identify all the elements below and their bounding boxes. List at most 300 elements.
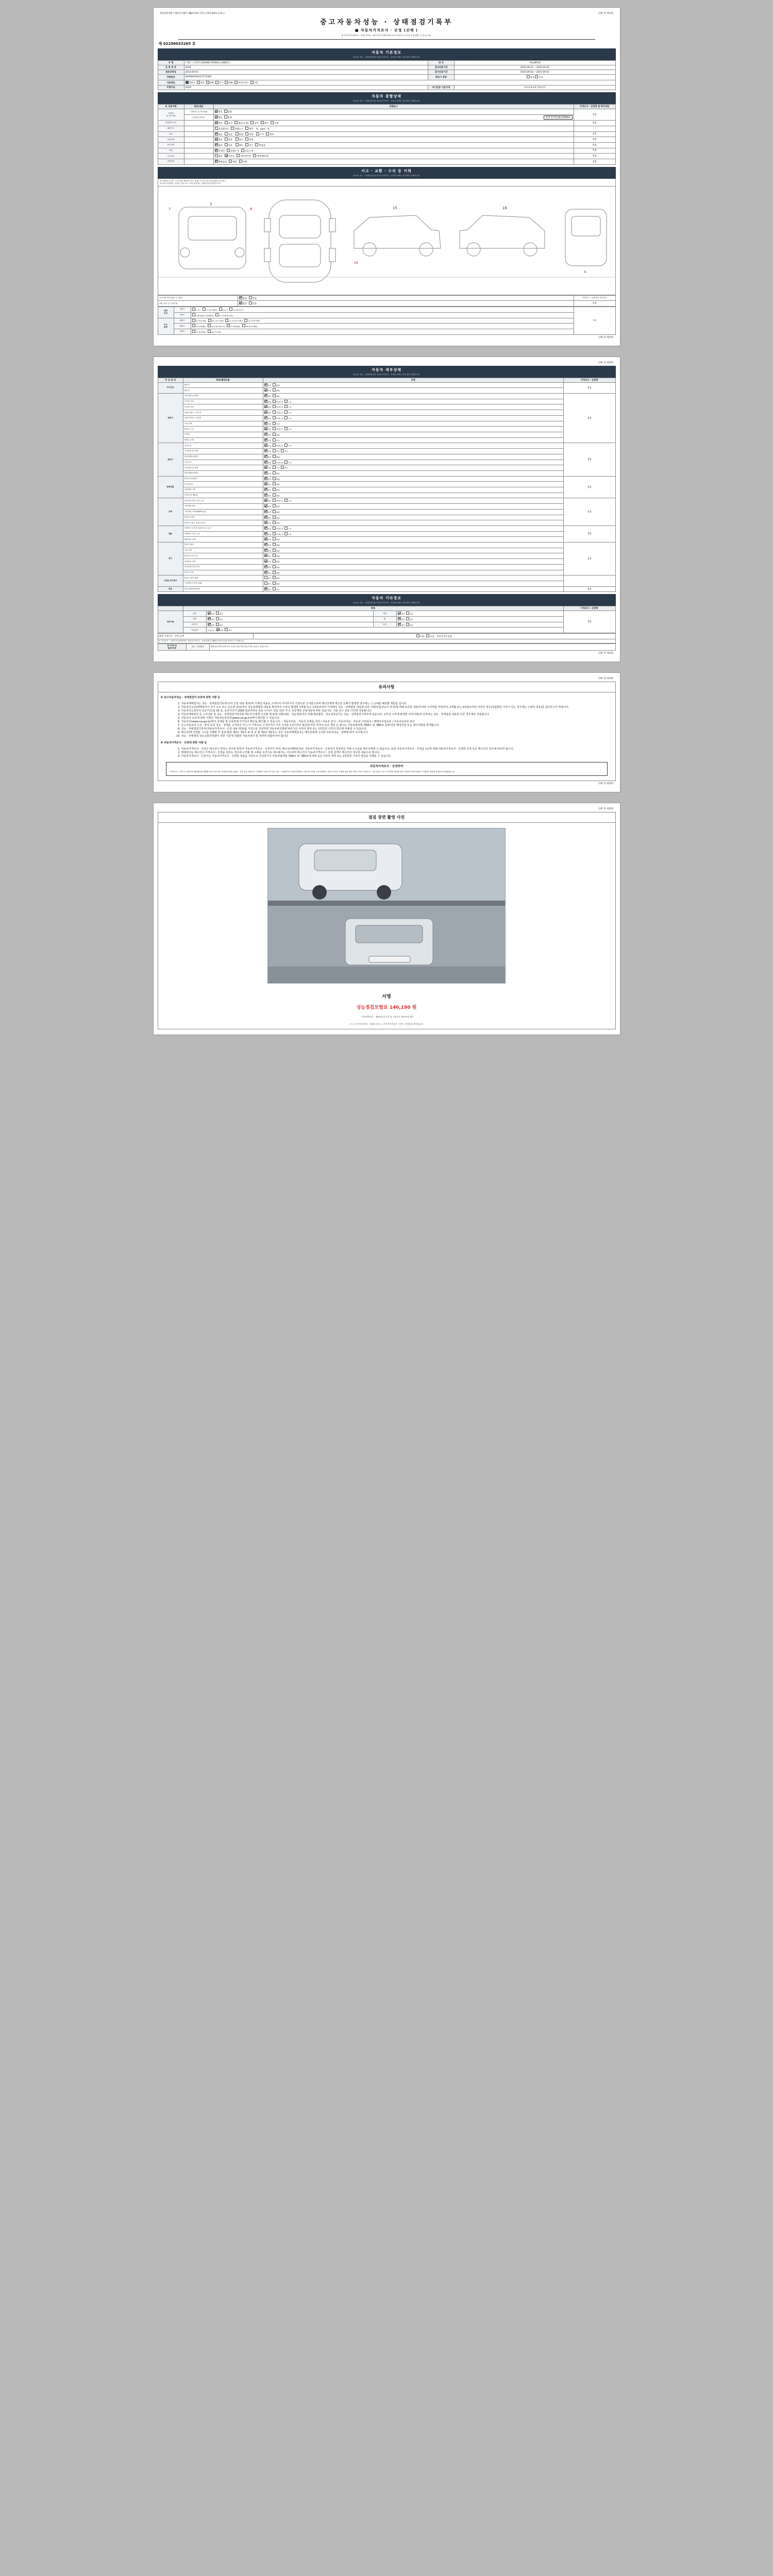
checkbox-panel-6[interactable] [215,313,219,316]
detail-state-4-4[interactable]: 양호 불량 [263,520,563,526]
checkbox-color-1[interactable] [227,149,230,152]
checkbox-3-3-good[interactable] [264,494,267,497]
overall-item-7 [184,148,213,154]
checkbox-3-1-bad[interactable] [273,482,276,485]
checkbox-2-4-over[interactable] [281,466,284,469]
checkbox-fuel-4[interactable] [225,81,228,84]
detail-item-1-0: 작동상태 (공회전) [183,394,263,399]
docno-label: 제 [158,42,162,46]
etc-state-1[interactable]: 없음 있음 [206,617,373,622]
checkbox-1-0-bad[interactable] [273,394,276,397]
checkbox-6-3-bad[interactable] [273,560,276,563]
detail-state-0-0[interactable]: 양호 불량 [263,382,563,388]
checkbox-price-below[interactable] [416,634,419,637]
checkbox-opt-1[interactable] [225,154,228,157]
table-row [158,493,615,498]
detail-state-1-2[interactable]: 없음 미세누유 누유 [263,404,563,410]
detail-item-2-1: 오일유량 및 상태 [183,449,263,454]
sheet-4 [153,803,620,1035]
checkbox-opt-3[interactable] [253,154,256,157]
detail-state-3-2[interactable]: 양호 불량 [263,487,563,493]
table-row [158,115,615,121]
checkbox-frame-9[interactable] [192,319,195,322]
detail-state-6-3[interactable]: 양호 불량 [263,559,563,565]
checkbox-frame-16[interactable] [242,324,245,327]
checkbox-2-0-none[interactable] [264,444,267,447]
table-row [158,443,615,449]
table-row [158,460,615,465]
overall-state-8[interactable]: 없음 선루프 내비게이션 에어백(0개) [213,154,574,159]
etc-base-item: 보유공구 [207,630,215,632]
checkbox-fuel-0[interactable] [186,81,189,84]
fuel-options[interactable] [184,80,615,86]
etc-col-2: 가격조사 · 산정액 [563,606,615,611]
overall-group-tuning: 튜닝 [158,131,184,137]
checkbox-6-5-bad[interactable] [273,571,276,574]
detail-state-2-0[interactable]: 없음 미세누유 누유 [263,443,563,449]
page-indicator-1: (3쪽 중 제1쪽) [598,12,614,15]
checkbox-manual[interactable] [535,75,538,78]
checkbox-2-0-leak[interactable] [284,444,288,447]
detail-state-6-1[interactable]: 양호 불량 [263,548,563,553]
checkbox-color-2[interactable] [241,149,244,152]
detail-state-6-2[interactable]: 양호 불량 [263,553,563,559]
checkbox-3-1-good[interactable] [264,482,267,485]
checkbox-etc-1b-none[interactable] [398,617,401,620]
checkbox-lease[interactable] [245,143,248,146]
detail-state-7-0[interactable]: 양호 불량 [263,575,563,581]
checkbox-0-0-good[interactable] [264,383,267,386]
detail-state-1-8[interactable]: 적정 부족 [263,437,563,443]
basic-label-2: 최초등록일 [158,70,184,75]
checkbox-tuning-illegal[interactable] [236,132,239,135]
detail-state-4-0[interactable]: 없음 미세누유 누유 [263,498,563,504]
checkbox-frame-12[interactable] [244,319,247,322]
detail-state-0-1[interactable]: 양호 불량 [263,388,563,394]
detail-state-2-4[interactable]: 적정 부족 과다 [263,465,563,471]
table-row [158,575,615,581]
checkbox-4-0-none[interactable] [264,499,267,502]
checkbox-6-2-good[interactable] [264,554,267,557]
checkbox-1-2-leak[interactable] [284,405,288,408]
checkbox-2-0-micro[interactable] [273,444,276,447]
checkbox-7-1-bad[interactable] [273,582,276,585]
table-row [158,470,615,476]
checkbox-frame-15[interactable] [227,324,230,327]
checkbox-tuning-none[interactable] [215,132,218,135]
checkbox-bad-1[interactable] [224,115,227,118]
detail-state-1-3[interactable]: 없음 미세누유 누유 [263,410,563,416]
checkbox-1-0-good[interactable] [264,394,267,397]
checkbox-opt-0[interactable] [215,154,218,157]
checkbox-panel-4[interactable] [229,308,232,311]
etc-note: 적정 [563,611,615,633]
checkbox-4-3-good[interactable] [264,516,267,519]
checkbox-frame-14[interactable] [208,324,211,327]
detail-state-5-1[interactable]: 없음 미세누유 누유 [263,531,563,537]
checkbox-1-1-none[interactable] [264,400,267,403]
detail-state-3-0[interactable]: 양호 불량 [263,476,563,482]
checkbox-3-0-good[interactable] [264,477,267,480]
detail-state-4-3[interactable]: 양호 불량 [263,515,563,520]
detail-item-1-8: 냉각수 수량 [183,437,263,443]
detail-state-2-5[interactable]: 양호 불량 [263,470,563,476]
checkbox-panel-1[interactable] [192,308,195,311]
checkbox-7-0-bad[interactable] [273,576,276,579]
checkbox-etc-2b-yes[interactable] [406,623,409,626]
overall-item-2 [184,121,213,126]
checkbox-1-1-leak[interactable] [284,400,288,403]
checkbox-use-yes[interactable] [225,143,228,146]
frame-item-0: 9.프론트패널 [195,320,207,323]
etc-state2-1[interactable]: 없음 있음 [396,617,563,622]
detail-item-4-4: 타이로드엔드 및 볼 조인트 [183,520,263,526]
checkbox-7-1-good[interactable] [264,582,267,585]
rank-items-1[interactable] [191,307,574,313]
checkbox-auto[interactable] [527,75,530,78]
checkbox-hc[interactable] [231,127,234,130]
checkbox-vin-1[interactable] [225,121,228,124]
checkbox-2-2-bad[interactable] [273,455,276,458]
checkbox-tuning-yes[interactable] [225,132,228,135]
table-row [158,421,615,427]
detail-state-1-7[interactable]: 양호 불량 [263,432,563,437]
etc-state-3[interactable]: 보유공구 없음 있음 [206,628,563,633]
checkbox-good-1[interactable] [215,115,218,118]
sheet-2 [153,357,620,662]
checkbox-vin-0[interactable] [215,121,218,124]
checkbox-6-1-good[interactable] [264,549,267,552]
detail-state-6-0[interactable]: 양호 불량 [263,543,563,548]
table-row [158,509,615,515]
detail-state-1-6[interactable]: 없음 미세누수 누수 [263,427,563,432]
checkbox-1-6-micro[interactable] [273,427,276,430]
etc-state-0[interactable]: 없음 있음 [206,611,373,617]
table-row [158,131,615,137]
checkbox-5-0-micro[interactable] [273,527,276,530]
checkbox-4-1-bad[interactable] [273,504,276,507]
sheet-3 [153,672,620,793]
checkbox-1-8-low[interactable] [273,438,276,442]
checkbox-fire[interactable] [245,138,248,141]
checkbox-smoke[interactable] [245,127,248,130]
detail-item-5-0: 브레이크 마스터 실린더오일 누유 [183,526,263,531]
checkbox-2-2-good[interactable] [264,455,267,458]
detail-item-3-1: 등속조인트 [183,482,263,487]
page-indicator-2: (3쪽 중 제2쪽) [598,361,614,364]
checkbox-frame-18[interactable] [208,330,211,333]
checkbox-special-none[interactable] [215,138,218,141]
checkbox-tuning-legal[interactable] [245,132,248,135]
checkbox-business[interactable] [255,143,258,146]
checkbox-8-0-yes[interactable] [273,587,276,590]
checkbox-4-4-bad[interactable] [273,521,276,524]
checkbox-3-0-bad[interactable] [273,477,276,480]
overall-note-0: 적정 [574,109,615,121]
detail-item-4-0: 동력조향 작동 오일 누유 [183,498,263,504]
checkbox-fuel-3[interactable] [215,81,219,84]
checkbox-panel-2[interactable] [203,308,206,311]
mileage-readout: 현재 계기판 84,0199km [544,115,573,120]
checkbox-panel-3[interactable] [219,308,222,311]
fuel-label-0: 휘발유 [189,82,195,85]
document-subtitle: ■ 자동차가격조사 · 산정 (선택 ) [355,28,418,32]
checkbox-1-5-low[interactable] [273,422,276,425]
basic-value-0: 그랜드 스타렉스(GRAND STAREX) (4WD일 ) [184,61,428,65]
checkbox-4-1-good[interactable] [264,504,267,507]
list-item: 1. 자동차가격조사 · 산정은 매수인이 원하는 경우에 한하여 자동차가격조사 · 산정자가 하며, 매도인(매매업자)은 자동차가격조사 · 산정자가 정상적인 거래 수수료를 매수인에게 수 없습니다. 또한 자동차가격조사 · 산정을 1년에 대해 자동차가격조사 · 산정한 금액 등은 매수인의 청구에 따라야 합니다. [181,747,613,751]
checkbox-5-1-micro[interactable] [273,532,276,535]
checkbox-3-2-good[interactable] [264,488,267,491]
checkbox-good-0[interactable] [215,110,218,113]
checkbox-2-1-low[interactable] [273,449,276,452]
detail-state-3-3[interactable]: 양호 불량 [263,493,563,498]
checkbox-1-5-ok[interactable] [264,422,267,425]
table-row [158,61,615,65]
section-accident-sub: (자동차 성능 · 상태점검자와 자동차가격조사 · 산정을 함께는 경우에만 기재합니다) [158,175,616,179]
section-overall-sub: (자동차 성능 · 상태점검자와 자동차가격조사 · 산정을 함께는 경우에만 기재합니다) [158,100,616,104]
checkbox-6-0-good[interactable] [264,543,267,546]
checkbox-etc-0-yes[interactable] [216,612,219,615]
checkbox-1-4-micro[interactable] [273,416,276,419]
detail-state-3-1[interactable]: 양호 불량 [263,482,563,487]
table-row [158,109,615,115]
checkbox-frame-17[interactable] [192,330,195,333]
section-detail-title: 자동차 세부상태 [158,366,616,374]
detail-state-6-4[interactable]: 양호 불량 [263,564,563,570]
overall-state-3[interactable]: 일산화탄소 탄화수소 매연 % , ppm , % [213,126,574,131]
checkbox-5-2-good[interactable] [264,537,267,540]
checkbox-1-4-leak[interactable] [284,416,288,419]
checkbox-frame-11[interactable] [225,319,228,322]
checkbox-etc-2-yes[interactable] [216,623,219,626]
checkbox-1-7-bad[interactable] [273,433,276,436]
checkbox-accident-yes[interactable] [249,296,252,299]
detail-note-0: 적정 [563,382,615,393]
checkbox-4-4-good[interactable] [264,521,267,524]
overall-state-2[interactable]: 양호 부식 훼손(오염) 상이 변조 도말 [213,121,574,126]
checkbox-5-1-leak[interactable] [284,532,288,535]
frame-item-9: 18.루프레일 [211,331,222,333]
checkbox-fuel-2[interactable] [206,81,209,84]
detail-state-4-2[interactable]: 양호 불량 [263,509,563,515]
panel-item-2-0: 5.쿼터패널 (리어휀더) [195,314,214,317]
checkbox-etc-2b-none[interactable] [398,623,401,626]
checkbox-etc-0b-none[interactable] [398,612,401,615]
checkbox-rent[interactable] [236,143,239,146]
checkbox-recall-1[interactable] [229,160,232,163]
detail-state-1-4[interactable]: 없음 미세누유 누유 [263,415,563,421]
checkbox-2-1-over[interactable] [281,449,284,452]
checkbox-6-3-good[interactable] [264,560,267,563]
checkbox-use-none[interactable] [215,143,218,146]
overall-state-9[interactable]: 해당없음 해당 이행 [213,159,574,165]
checkbox-fuel-5[interactable] [234,81,238,84]
checkbox-etc-1b-yes[interactable] [406,617,409,620]
frame-item-3: 12.사이드멤버 [248,320,260,323]
checkbox-6-0-bad[interactable] [273,543,276,546]
checkbox-1-2-none[interactable] [264,405,267,408]
checkbox-1-4-none[interactable] [264,416,267,419]
overall-state-4[interactable]: 없음 있음 불법 적법 구조 장치 [213,131,574,137]
checkbox-0-0-bad[interactable] [273,383,276,386]
rank-label-1: 1랭크 [174,307,191,313]
checkbox-4-0-micro[interactable] [273,499,276,502]
detail-item-6-5: 윈도우 모터 [183,570,263,575]
checkbox-7-0-good[interactable] [264,576,267,579]
checkbox-panel-5[interactable] [192,313,195,316]
checkbox-6-2-bad[interactable] [273,554,276,557]
checkbox-1-6-leak[interactable] [284,427,288,430]
checkbox-repair-none[interactable] [239,301,242,304]
svg-text:18: 18 [354,261,358,265]
checkbox-etc-3-none[interactable] [216,628,220,631]
transmission-options[interactable]: 자동 수동 [455,75,615,80]
checkbox-6-5-good[interactable] [264,571,267,574]
accident-sub-state-1[interactable]: 없음 있음 [238,301,574,307]
checkbox-fuel-6[interactable] [250,81,254,84]
checkbox-opt-2[interactable] [237,154,240,157]
overall-state-0[interactable]: 양호 불량 [213,109,574,115]
checkbox-3-2-bad[interactable] [273,488,276,491]
rank-items-2[interactable] [191,312,574,318]
detail-item-6-3: 실내송풍 모터 [183,559,263,565]
final-price-label: 최종 가격조사 · 산정 금액 [158,634,253,639]
checkbox-price-above[interactable] [426,634,429,637]
frame-item-4: 13.리어패널 [195,325,206,328]
checkbox-bad-0[interactable] [224,110,227,113]
checkbox-vin-2[interactable] [234,121,238,124]
checkbox-repair-yes[interactable] [249,301,252,304]
price-check-1: 이상 [430,635,434,638]
detail-state-5-0[interactable]: 없음 미세누유 누유 [263,526,563,531]
checkbox-special-yes[interactable] [225,138,228,141]
special-notes-value: 불법·튜닝여부등(중고차 특성상 부분적인 판금도색은 있을 수 있습니다.) [209,643,615,650]
checkbox-etc-0b-yes[interactable] [406,612,409,615]
detail-state-2-3[interactable]: 없음 미세누유 누유 [263,460,563,465]
checkbox-etc-1-yes[interactable] [216,617,219,620]
checkbox-color-0[interactable] [215,149,218,152]
checkbox-0-1-bad[interactable] [273,388,276,392]
checkbox-8-0-none[interactable] [264,587,267,590]
checkbox-accident-none[interactable] [239,296,242,299]
rank-items-4[interactable] [191,324,574,329]
checkbox-6-4-bad[interactable] [273,565,276,568]
checkbox-frame-10[interactable] [208,319,211,322]
checkbox-2-3-none[interactable] [264,461,267,464]
detail-state-1-0[interactable]: 양호 불량 [263,394,563,399]
overall-state-7[interactable]: 무채색 전체도색 부분도색 [213,148,574,154]
checkbox-0-1-good[interactable] [264,388,267,392]
detail-state-4-1[interactable]: 양호 불량 [263,504,563,510]
rank-items-5[interactable] [191,329,574,334]
checkbox-1-3-none[interactable] [264,411,267,414]
detail-state-8-0[interactable]: 없음 있음 [263,586,563,592]
checkbox-1-3-leak[interactable] [284,411,288,414]
checkbox-2-1-ok[interactable] [264,449,267,452]
checkbox-5-2-bad[interactable] [273,537,276,540]
fuel-label-3: 전기 [219,82,224,85]
checkbox-1-2-micro[interactable] [273,405,276,408]
checkbox-etc-1-none[interactable] [208,617,211,620]
checkbox-4-2-bad[interactable] [273,510,276,513]
table-row [158,126,615,131]
etc-state-2[interactable]: 없음 있음 [206,622,373,628]
frame-item-1: 10.크로스멤버 [211,320,224,323]
checkbox-1-7-good[interactable] [264,433,267,436]
detail-item-4-3: 타이로드엔드 [183,515,263,520]
checkbox-6-1-bad[interactable] [273,549,276,552]
checkbox-1-1-micro[interactable] [273,400,276,403]
checkbox-1-3-micro[interactable] [273,411,276,414]
checkbox-1-6-none[interactable] [264,427,267,430]
etc-state2-0[interactable]: 없음 있음 [396,611,563,617]
checkbox-etc-0-none[interactable] [208,612,211,615]
detail-item-2-4: 오일유량 및 상태 [183,465,263,471]
checkbox-6-4-good[interactable] [264,565,267,568]
detail-state-2-1[interactable]: 적정 부족 과다 [263,449,563,454]
etc-state2-2[interactable]: 없음 있음 [396,622,563,628]
checkbox-5-1-none[interactable] [264,532,267,535]
overall-state-1[interactable]: 양호 불량 현재 계기판 84,0199km [213,115,574,121]
checkbox-etc-2-none[interactable] [208,623,211,626]
checkbox-vin-4[interactable] [261,121,264,124]
table-row [158,86,615,90]
checkbox-4-0-leak[interactable] [284,499,288,502]
overall-state-6[interactable]: 없음 있음 렌트 리스 영업용 [213,142,574,148]
detail-state-1-1[interactable]: 없음 미세누유 누유 [263,399,563,404]
checkbox-recall-2[interactable] [239,160,242,163]
checkbox-5-0-none[interactable] [264,527,267,530]
checkbox-2-5-bad[interactable] [273,471,276,474]
checkbox-2-3-leak[interactable] [284,461,288,464]
accident-sub-state-0[interactable]: 없음 있음 [238,295,574,301]
checkbox-2-5-good[interactable] [264,471,267,474]
final-price-value[interactable] [253,634,615,639]
panel-group-frame: 주요 골격 [158,318,174,334]
overall-state-5[interactable]: 없음 있음 침수 화재 [213,137,574,143]
detail-state-7-1[interactable]: 양호 불량 [263,581,563,586]
detail-state-6-5[interactable]: 양호 불량 [263,570,563,575]
basic-label2-0: 연 식 [428,61,455,65]
rank-items-3[interactable] [191,318,574,324]
checkbox-etc-3-yes[interactable] [225,628,228,631]
checkbox-3-3-bad[interactable] [273,494,276,497]
detail-state-5-2[interactable]: 양호 불량 [263,537,563,543]
checkbox-2-4-low[interactable] [273,466,276,469]
checkbox-tuning-device[interactable] [266,132,269,135]
checkbox-4-2-good[interactable] [264,510,267,513]
checkbox-fuel-1[interactable] [197,81,200,84]
detail-group-8: 연료 [158,586,183,592]
checkbox-flood[interactable] [236,138,239,141]
checkbox-frame-13[interactable] [192,324,195,327]
checkbox-4-3-bad[interactable] [273,516,276,519]
checkbox-5-0-leak[interactable] [284,527,288,530]
checkbox-2-4-ok[interactable] [264,466,267,469]
detail-state-2-2[interactable]: 양호 불량 [263,454,563,460]
checkbox-1-8-ok[interactable] [264,438,267,442]
overall-group-usage: 전항목 점 특기사항 [158,109,184,121]
checkbox-2-3-micro[interactable] [273,461,276,464]
checkbox-vin-5[interactable] [271,121,274,124]
checkbox-recall-0[interactable] [215,160,218,163]
checkbox-vin-3[interactable] [250,121,254,124]
checkbox-co[interactable] [215,127,218,130]
detail-state-1-5[interactable]: 적정 부족 [263,421,563,427]
etc-label2-1: 휠 [373,617,396,622]
checkbox-tuning-structure[interactable] [256,132,259,135]
